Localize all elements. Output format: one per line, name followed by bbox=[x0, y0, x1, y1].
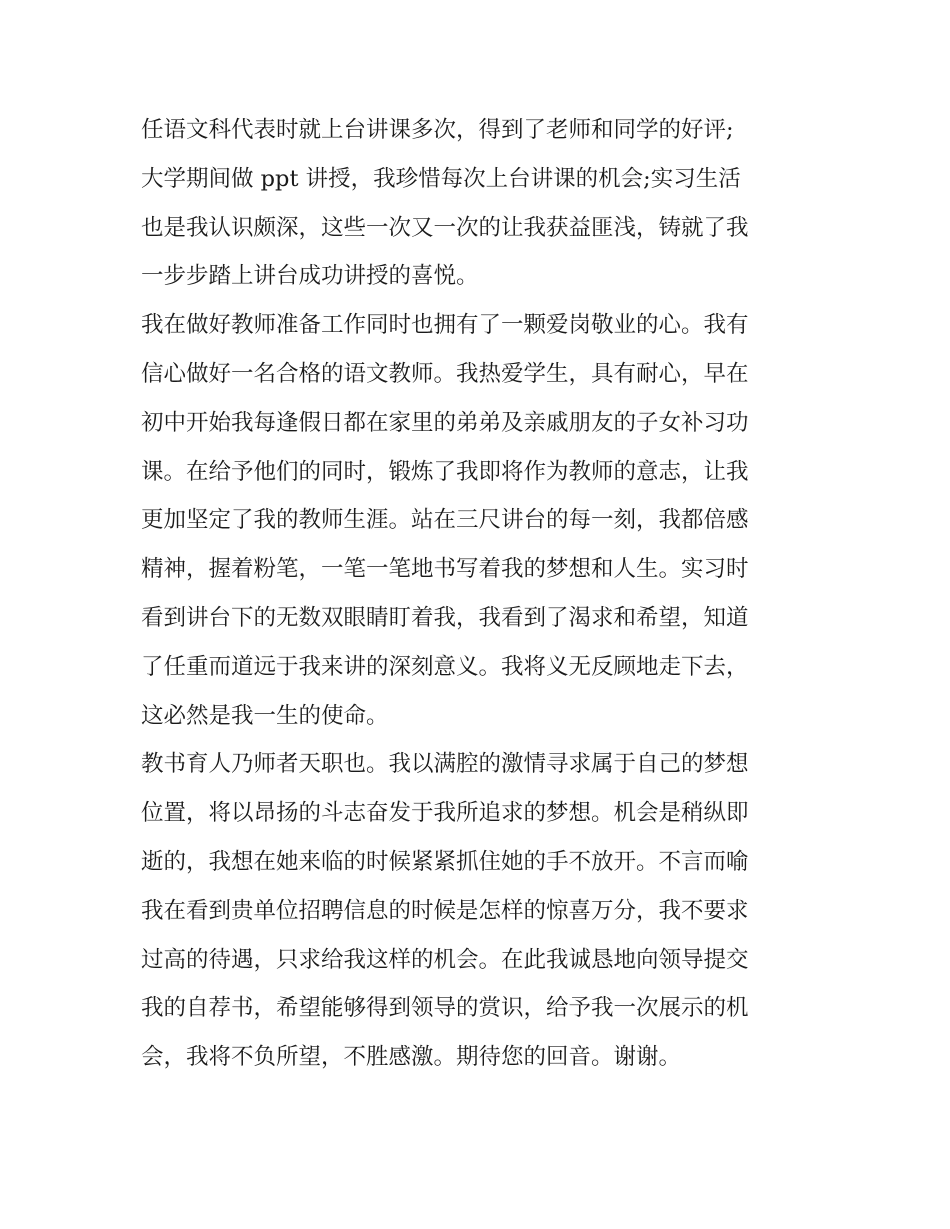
text-line: 我在做好教师准备工作同时也拥有了一颗爱岗敬业的心。我有 bbox=[141, 312, 749, 339]
text-line: 大学期间做 ppt 讲授，我珍惜每次上台讲课的机会;实习生活 bbox=[141, 165, 741, 192]
text-line: 教书育人乃师者天职也。我以满腔的激情寻求属于自己的梦想 bbox=[141, 751, 749, 778]
text-line: 我的自荐书，希望能够得到领导的赏识，给予我一次展示的机 bbox=[141, 995, 749, 1022]
text-line: 也是我认识颇深，这些一次又一次的让我获益匪浅，铸就了我 bbox=[141, 214, 749, 241]
text-line: 信心做好一名合格的语文教师。我热爱学生，具有耐心，早在 bbox=[141, 360, 749, 387]
text-line: 一步步踏上讲台成功讲授的喜悦。 bbox=[141, 263, 479, 290]
text-line: 了任重而道远于我来讲的深刻意义。我将义无反顾地走下去， bbox=[141, 653, 749, 680]
text-line: 这必然是我一生的使命。 bbox=[141, 702, 389, 729]
text-line: 任语文科代表时就上台讲课多次，得到了老师和同学的好评; bbox=[141, 117, 734, 143]
paragraph-1 bbox=[141, 106, 821, 301]
text-line: 我在看到贵单位招聘信息的时候是怎样的惊喜万分，我不要求 bbox=[141, 897, 749, 924]
text-line: 会，我将不负所望，不胜感激。期待您的回音。谢谢。 bbox=[141, 1044, 682, 1071]
text-line: 位置，将以昂扬的斗志奋发于我所追求的梦想。机会是稍纵即 bbox=[141, 800, 749, 827]
text-line: 看到讲台下的无数双眼睛盯着我，我看到了渴求和希望，知道 bbox=[141, 604, 749, 631]
text-line: 初中开始我每逢假日都在家里的弟弟及亲戚朋友的子女补习功 bbox=[141, 409, 749, 436]
text-line: 过高的待遇，只求给我这样的机会。在此我诚恳地向领导提交 bbox=[141, 946, 749, 973]
text-line: 精神，握着粉笔，一笔一笔地书写着我的梦想和人生。实习时 bbox=[141, 556, 749, 583]
paragraph-3 bbox=[141, 740, 821, 1082]
text-line: 课。在给予他们的同时，锻炼了我即将作为教师的意志，让我 bbox=[141, 458, 749, 485]
paragraph-2 bbox=[141, 301, 821, 740]
text-line: 更加坚定了我的教师生涯。站在三尺讲台的每一刻，我都倍感 bbox=[141, 507, 749, 534]
document-body bbox=[141, 106, 821, 1082]
text-line: 逝的，我想在她来临的时候紧紧抓住她的手不放开。不言而喻 bbox=[141, 848, 749, 875]
